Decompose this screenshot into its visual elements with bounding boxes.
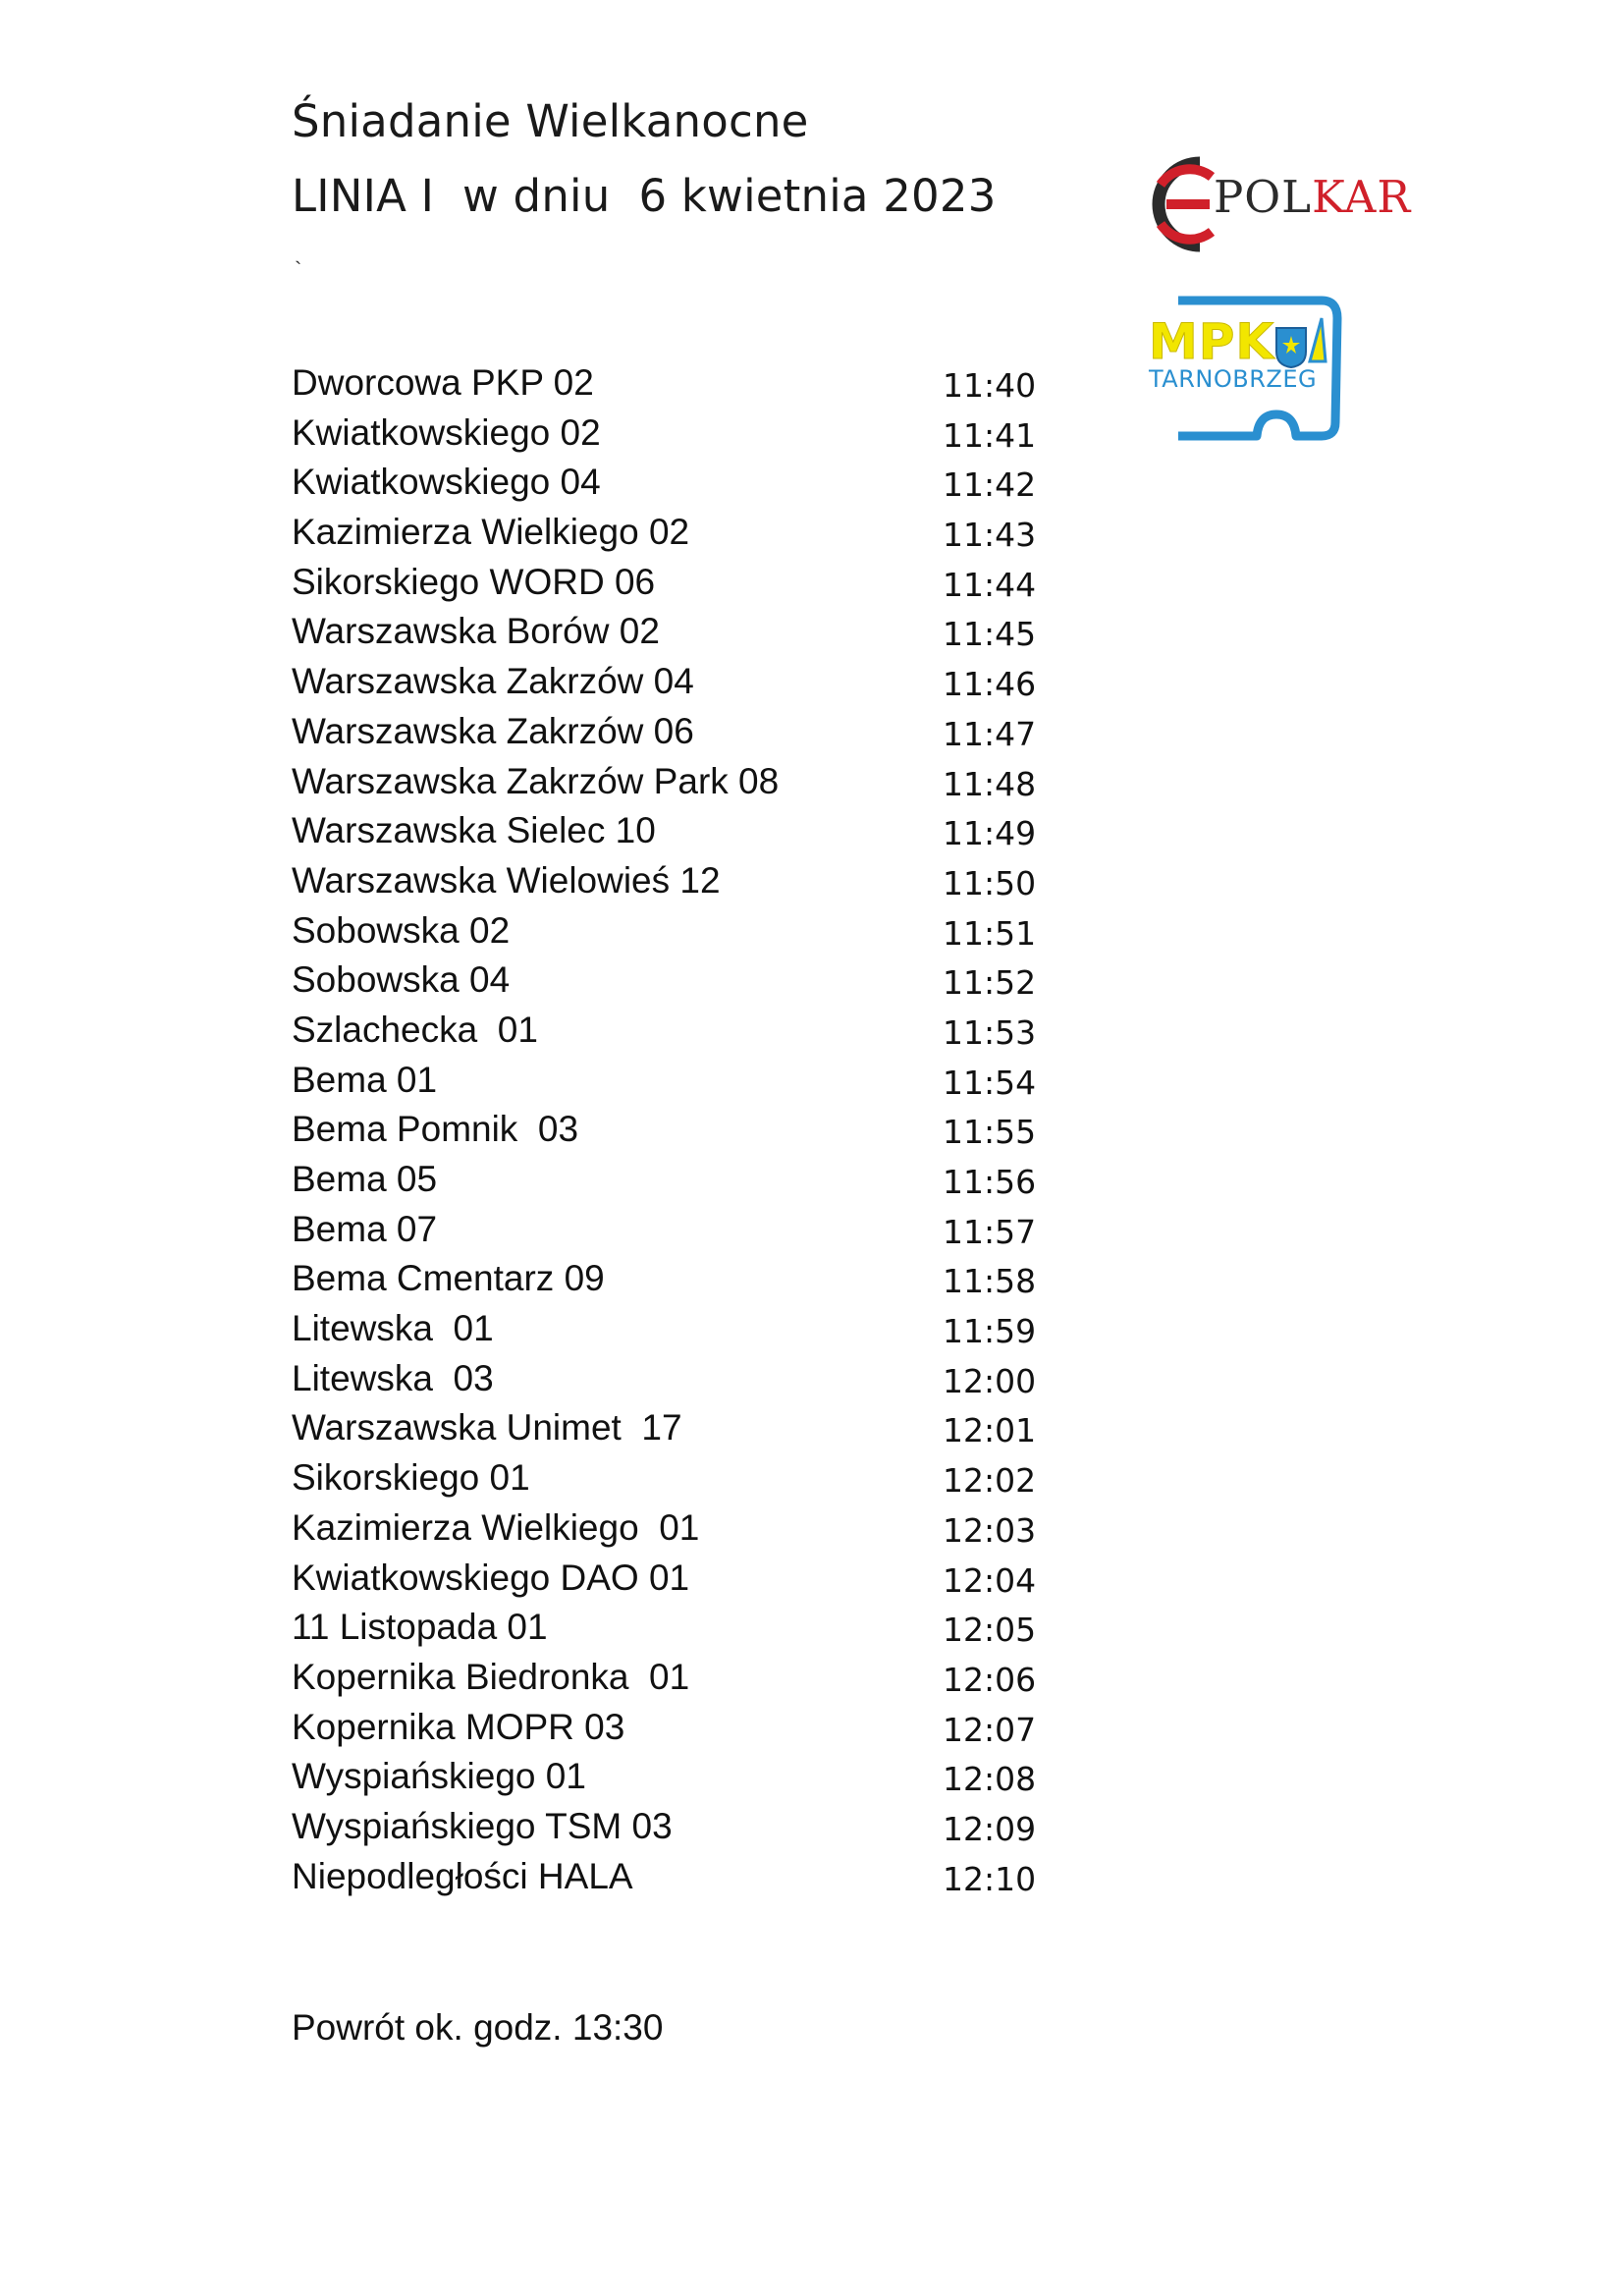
stop-name: Sobowska 04 <box>292 959 511 1001</box>
document-title <box>292 84 997 234</box>
departure-time: 11:44 <box>943 565 1037 604</box>
stop-name: Kazimierza Wielkiego 01 <box>292 1506 700 1548</box>
polkar-word-kar: KAR <box>1312 171 1412 223</box>
stop-name: Warszawska Zakrzów Park 08 <box>292 760 780 801</box>
timetable-row <box>292 856 1077 906</box>
departure-time: 11:54 <box>943 1063 1037 1102</box>
stop-name: Bema 07 <box>292 1208 438 1249</box>
departure-time: 11:41 <box>943 415 1037 455</box>
stray-mark: ` <box>295 257 302 282</box>
stop-name: Bema 01 <box>292 1059 438 1100</box>
departure-time: 11:51 <box>943 913 1037 953</box>
timetable-row <box>292 906 1077 957</box>
departure-time: 12:05 <box>943 1611 1037 1650</box>
departure-time: 11:42 <box>943 465 1037 505</box>
timetable-row <box>292 1205 1077 1255</box>
stop-name: Kwiatkowskiego DAO 01 <box>292 1557 690 1598</box>
stop-name: Warszawska Zakrzów 04 <box>292 661 694 702</box>
polkar-word-pol: POL <box>1214 171 1313 223</box>
departure-time: 11:56 <box>943 1163 1037 1201</box>
timetable-row <box>292 657 1077 707</box>
departure-time: 11:50 <box>943 863 1037 902</box>
stop-name: Warszawska Zakrzów 06 <box>292 710 694 751</box>
timetable-row <box>292 806 1077 856</box>
departure-time: 12:02 <box>943 1461 1037 1501</box>
timetable-row <box>292 508 1077 558</box>
stop-name: Warszawska Sielec 10 <box>292 810 656 851</box>
timetable-row <box>292 1554 1077 1604</box>
timetable-row <box>292 1503 1077 1554</box>
departure-time: 11:47 <box>943 714 1037 753</box>
departure-time: 12:04 <box>943 1560 1037 1600</box>
stop-name: Kwiatkowskiego 04 <box>292 462 601 503</box>
departure-time: 11:40 <box>943 366 1037 405</box>
stop-name: Bema Cmentarz 09 <box>292 1258 605 1299</box>
stop-name: Warszawska Unimet 17 <box>292 1407 682 1449</box>
stop-name: Kazimierza Wielkiego 02 <box>292 512 690 553</box>
timetable-row <box>292 1852 1077 1902</box>
mpk-city-name: TARNOBRZEG <box>1149 365 1318 393</box>
stop-name: Warszawska Borów 02 <box>292 611 660 652</box>
departure-time: 12:00 <box>943 1361 1037 1400</box>
stop-name: Szlachecka 01 <box>292 1009 538 1050</box>
departure-time: 11:45 <box>943 615 1037 654</box>
return-time-note: Powrót ok. godz. 13:30 <box>292 2007 664 2048</box>
timetable-row <box>292 1603 1077 1653</box>
departure-time: 12:01 <box>943 1411 1037 1450</box>
timetable-row <box>292 1254 1077 1304</box>
timetable-row <box>292 1703 1077 1753</box>
timetable-row <box>292 1752 1077 1802</box>
polkar-wordmark <box>1214 173 1411 222</box>
stop-name: Bema Pomnik 03 <box>292 1109 579 1150</box>
departure-time: 11:52 <box>943 963 1037 1003</box>
timetable-row <box>292 409 1077 459</box>
departure-time: 12:03 <box>943 1510 1037 1550</box>
stop-name: Warszawska Wielowieś 12 <box>292 859 721 901</box>
mpk-wordmark: MPK <box>1149 313 1275 370</box>
departure-time: 11:46 <box>943 665 1037 704</box>
mpk-logo <box>1139 293 1355 450</box>
stop-name: Kopernika Biedronka 01 <box>292 1656 690 1697</box>
stop-name: Sobowska 02 <box>292 909 511 951</box>
stop-name: Kwiatkowskiego 02 <box>292 411 601 453</box>
stop-name: Wyspiańskiego TSM 03 <box>292 1805 673 1846</box>
departure-time: 12:10 <box>943 1859 1037 1898</box>
stop-name: Niepodległości HALA <box>292 1855 633 1896</box>
stop-name: Litewska 03 <box>292 1357 494 1398</box>
timetable-row <box>292 607 1077 657</box>
timetable-row <box>292 1006 1077 1056</box>
departure-time: 11:48 <box>943 764 1037 803</box>
mpk-coat-of-arms-icon <box>1274 326 1308 369</box>
timetable-row <box>292 1056 1077 1106</box>
stop-name: Dworcowa PKP 02 <box>292 362 594 403</box>
timetable-row <box>292 1403 1077 1453</box>
stop-name: Litewska 01 <box>292 1308 494 1349</box>
departure-time: 11:55 <box>943 1113 1037 1152</box>
timetable-row <box>292 1105 1077 1155</box>
stop-name: Wyspiańskiego 01 <box>292 1756 586 1797</box>
departure-time: 11:58 <box>943 1262 1037 1301</box>
timetable-row <box>292 1453 1077 1503</box>
stop-name: Sikorskiego WORD 06 <box>292 561 656 602</box>
stop-name: Bema 05 <box>292 1159 438 1199</box>
timetable-row <box>292 757 1077 807</box>
timetable-row <box>292 358 1077 409</box>
departure-time: 11:43 <box>943 516 1037 555</box>
timetable-row <box>292 1802 1077 1852</box>
timetable-row <box>292 458 1077 508</box>
timetable-row <box>292 707 1077 757</box>
departure-time: 12:06 <box>943 1660 1037 1699</box>
timetable-row <box>292 1354 1077 1404</box>
departure-time: 11:49 <box>943 814 1037 853</box>
departure-time: 11:59 <box>943 1312 1037 1351</box>
timetable-row <box>292 1653 1077 1703</box>
stops-timetable <box>292 358 1077 1901</box>
polkar-logo <box>1139 145 1412 263</box>
timetable-row <box>292 1155 1077 1205</box>
departure-time: 12:08 <box>943 1760 1037 1799</box>
departure-time: 12:07 <box>943 1710 1037 1749</box>
title-line-2: LINIA I w dniu 6 kwietnia 2023 <box>292 170 997 222</box>
stop-name: 11 Listopada 01 <box>292 1607 548 1648</box>
polkar-emblem-icon <box>1139 145 1218 263</box>
title-line-1: Śniadanie Wielkanocne <box>292 95 809 147</box>
stop-name: Sikorskiego 01 <box>292 1457 530 1499</box>
departure-time: 11:57 <box>943 1212 1037 1251</box>
departure-time: 12:09 <box>943 1809 1037 1848</box>
timetable-row <box>292 1304 1077 1354</box>
timetable-row <box>292 558 1077 608</box>
timetable-row <box>292 956 1077 1006</box>
stop-name: Kopernika MOPR 03 <box>292 1706 625 1747</box>
departure-time: 11:53 <box>943 1012 1037 1052</box>
